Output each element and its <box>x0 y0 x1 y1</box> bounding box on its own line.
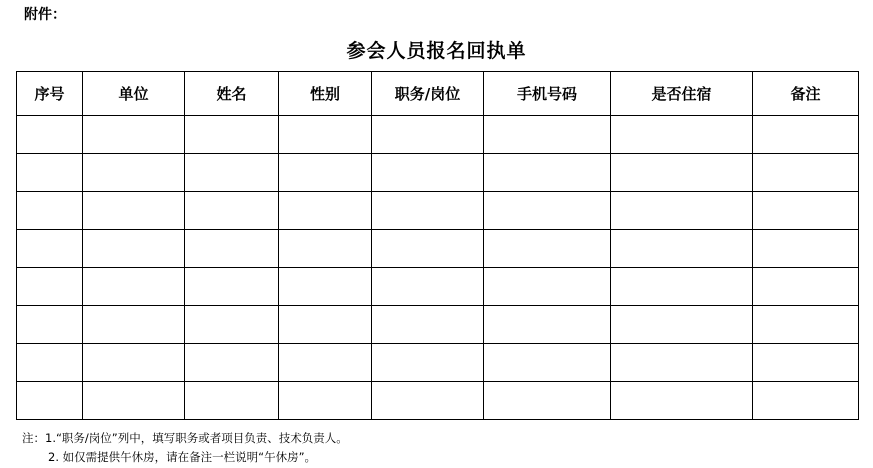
cell-unit[interactable] <box>83 230 185 268</box>
cell-accommodation[interactable] <box>611 116 753 154</box>
cell-position[interactable] <box>372 116 484 154</box>
cell-accommodation[interactable] <box>611 154 753 192</box>
cell-serial-number[interactable] <box>17 154 83 192</box>
cell-serial-number[interactable] <box>17 230 83 268</box>
cell-gender[interactable] <box>279 154 372 192</box>
header-phone: 手机号码 <box>484 72 611 116</box>
table-row <box>17 192 859 230</box>
cell-serial-number[interactable] <box>17 116 83 154</box>
cell-gender[interactable] <box>279 192 372 230</box>
cell-name[interactable] <box>185 306 279 344</box>
cell-gender[interactable] <box>279 268 372 306</box>
cell-phone[interactable] <box>484 192 611 230</box>
cell-accommodation[interactable] <box>611 230 753 268</box>
cell-unit[interactable] <box>83 382 185 420</box>
table-row <box>17 382 859 420</box>
cell-serial-number[interactable] <box>17 268 83 306</box>
cell-remarks[interactable] <box>753 268 859 306</box>
table-header-row <box>17 72 859 116</box>
header-serial-number: 序号 <box>17 72 83 116</box>
cell-remarks[interactable] <box>753 382 859 420</box>
cell-position[interactable] <box>372 268 484 306</box>
cell-phone[interactable] <box>484 268 611 306</box>
cell-remarks[interactable] <box>753 116 859 154</box>
cell-unit[interactable] <box>83 154 185 192</box>
table-row <box>17 268 859 306</box>
cell-gender[interactable] <box>279 116 372 154</box>
cell-name[interactable] <box>185 230 279 268</box>
cell-serial-number[interactable] <box>17 344 83 382</box>
header-unit: 单位 <box>83 72 185 116</box>
cell-accommodation[interactable] <box>611 306 753 344</box>
table-body <box>17 116 859 420</box>
cell-accommodation[interactable] <box>611 344 753 382</box>
cell-remarks[interactable] <box>753 230 859 268</box>
header-gender: 性别 <box>279 72 372 116</box>
cell-unit[interactable] <box>83 344 185 382</box>
cell-position[interactable] <box>372 306 484 344</box>
cell-accommodation[interactable] <box>611 268 753 306</box>
cell-name[interactable] <box>185 382 279 420</box>
cell-position[interactable] <box>372 192 484 230</box>
cell-phone[interactable] <box>484 306 611 344</box>
cell-gender[interactable] <box>279 382 372 420</box>
cell-remarks[interactable] <box>753 344 859 382</box>
cell-accommodation[interactable] <box>611 382 753 420</box>
header-remarks: 备注 <box>753 72 859 116</box>
cell-phone[interactable] <box>484 382 611 420</box>
table-row <box>17 344 859 382</box>
cell-name[interactable] <box>185 268 279 306</box>
table-row <box>17 116 859 154</box>
cell-phone[interactable] <box>484 344 611 382</box>
cell-position[interactable] <box>372 230 484 268</box>
cell-serial-number[interactable] <box>17 192 83 230</box>
header-name: 姓名 <box>185 72 279 116</box>
cell-accommodation[interactable] <box>611 192 753 230</box>
cell-unit[interactable] <box>83 192 185 230</box>
cell-gender[interactable] <box>279 344 372 382</box>
table-row <box>17 230 859 268</box>
cell-position[interactable] <box>372 344 484 382</box>
cell-unit[interactable] <box>83 268 185 306</box>
cell-phone[interactable] <box>484 230 611 268</box>
cell-position[interactable] <box>372 382 484 420</box>
notes-section <box>22 429 348 467</box>
cell-remarks[interactable] <box>753 192 859 230</box>
cell-name[interactable] <box>185 154 279 192</box>
header-accommodation: 是否住宿 <box>611 72 753 116</box>
header-position: 职务/岗位 <box>372 72 484 116</box>
cell-remarks[interactable] <box>753 306 859 344</box>
cell-unit[interactable] <box>83 116 185 154</box>
form-title: 参会人员报名回执单 <box>346 40 527 62</box>
cell-gender[interactable] <box>279 230 372 268</box>
cell-name[interactable] <box>185 116 279 154</box>
cell-gender[interactable] <box>279 306 372 344</box>
attachment-label: 附件： <box>24 7 66 23</box>
note-line-1: 注：1.“职务/岗位”列中，填写职务或者项目负责、技术负责人。 <box>22 431 348 445</box>
cell-serial-number[interactable] <box>17 382 83 420</box>
cell-position[interactable] <box>372 154 484 192</box>
cell-remarks[interactable] <box>753 154 859 192</box>
cell-name[interactable] <box>185 192 279 230</box>
cell-unit[interactable] <box>83 306 185 344</box>
cell-phone[interactable] <box>484 154 611 192</box>
cell-phone[interactable] <box>484 116 611 154</box>
table-row <box>17 154 859 192</box>
note-line-2: 2. 如仅需提供午休房，请在备注一栏说明“午休房”。 <box>48 450 317 464</box>
cell-name[interactable] <box>185 344 279 382</box>
cell-serial-number[interactable] <box>17 306 83 344</box>
table-row <box>17 306 859 344</box>
registration-table <box>16 71 859 420</box>
